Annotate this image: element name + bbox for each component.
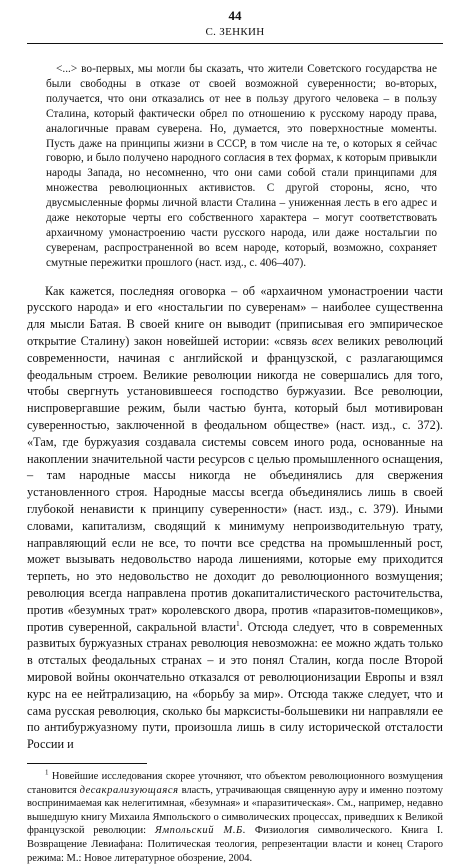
footnote-emphasis-1: десакрализующаяся [79, 784, 179, 796]
footnote-text-part-1: Новейшие исследования скорее уточняют, что объектом революционного возмущения становится [27, 771, 443, 796]
footnote-text-part-3: Физиология символического. Книга I. Возвращение Левиафана: Политическая теология, репрезентации власти и конец Старого режима: М.: Новое литературное обозрение, 2004. [27, 825, 443, 864]
body-text-part-3: . Отсюда следует, что в современных развитых буржуазных странах революция невозможна: ее можно ждать только в отсталых феодальных странах – и это понял Сталин, когда после Второй мировой войны окончательно отказался от революционизации Европы и взял курс на ее нейтрализацию, на «борьбу за мир». Отсюда также следует, что и сама русская революция, сколько бы марксисты-большевики ни направляли ее по антибуржуазному пути, произошла лишь в силу исторической отсталости России и [27, 619, 443, 752]
book-page [27, 8, 443, 865]
footnote-rule [27, 763, 147, 764]
footnote-reference: 1 [236, 619, 240, 628]
footnote-author: Ямпольский М.Б. [154, 825, 247, 837]
footnote-text-part-2: власть, утрачивающая священную ауру и именно поэтому воспринимаемая как нелегитимная, «безумная» и «паразитическая». См., например, недавно вышедшую книгу Михаила Ямпольского о символических процессах, приведших к Великой французской революции: [27, 784, 443, 837]
page-number: 44 [228, 8, 242, 23]
body-emphasis: всех [311, 334, 333, 349]
footnote-number: 1 [45, 768, 49, 777]
body-paragraph [27, 283, 443, 753]
body-text-part-2: великих революций современности, начиная с английской и французской, с разлагающимся феодальным строем. Великие революции никогда не совершались для того, чтобы свергнуть установившееся господство буржуазии. Все революции, ниспровергавшие режим, были частью бунта, который был мотивирован суверенностью, заключенной в феодальном обществе» (наст. изд., с. 372). «Там, где буржуазия создавала системы совсем иного рода, основанные на накоплении значительной части ресурсов с целью промышленного оснащения, – там народные массы никогда не объединялись для свержения установленного строя. Народные массы всегда объединялись лишь в своей глубокой ненависти к принципу суверенности» (наст. изд., с. 379). Иными словами, капитализм, сводящий к минимуму непроизводительную трату, направляющий если не все, то почти все средства на промышленный рост, может вызывать недовольство народа лишениями, которые ему приходится терпеть, но это недовольство не доходит до революционного возмущения; революция всегда направлена против докапиталистического расточительства, против «безумных трат» королевского двора, против «паразитов-помещиков», против суверенной, сакральной власти [27, 334, 443, 634]
block-quote: <...> во-первых, мы могли бы сказать, что жители Советского государства не были свободны в отказе от своей возможной суверенности; во-вторых, получается, что они отказались от нее в пользу другого человека – в пользу Сталина, который фактически обрел по отношению к русскому народу права, аналогичные правам суверена. Но, думается, это поверхностные моменты. Пусть даже на принципы жизни в СССР, в том числе на те, о которых я сейчас говорю, и было получено народного согласия в тех формах, к которым привыкли народы Запада, но несомненно, что они сами собой стали принципами для множества революционных активистов. С другой стороны, ясно, что двусмысленные формы личной власти Сталина – униженная лесть в его адрес и даже некоторые черты его собственного характера – могут соответствовать архаичному умонастроению части русского народа, или даже ностальгии по суверенам, распространенной во всем народе, который, возможно, сохраняет смутные пережитки прошлого (наст. изд., с. 406–407). [46, 63, 437, 269]
footnote [27, 770, 443, 865]
running-head-author: С. ЗЕНКИН [205, 26, 265, 38]
header-rule [27, 43, 443, 44]
body-text-part-1: Как кажется, последняя оговорка – об «архаичном умонастроении части русского народа» и его «ностальгии по суверенам» – наиболее существенна для мысли Батая. В своей книге он выводит (приписывая его эмпирическое открытие Сталину) закон новейшей истории: «связь [27, 283, 443, 349]
